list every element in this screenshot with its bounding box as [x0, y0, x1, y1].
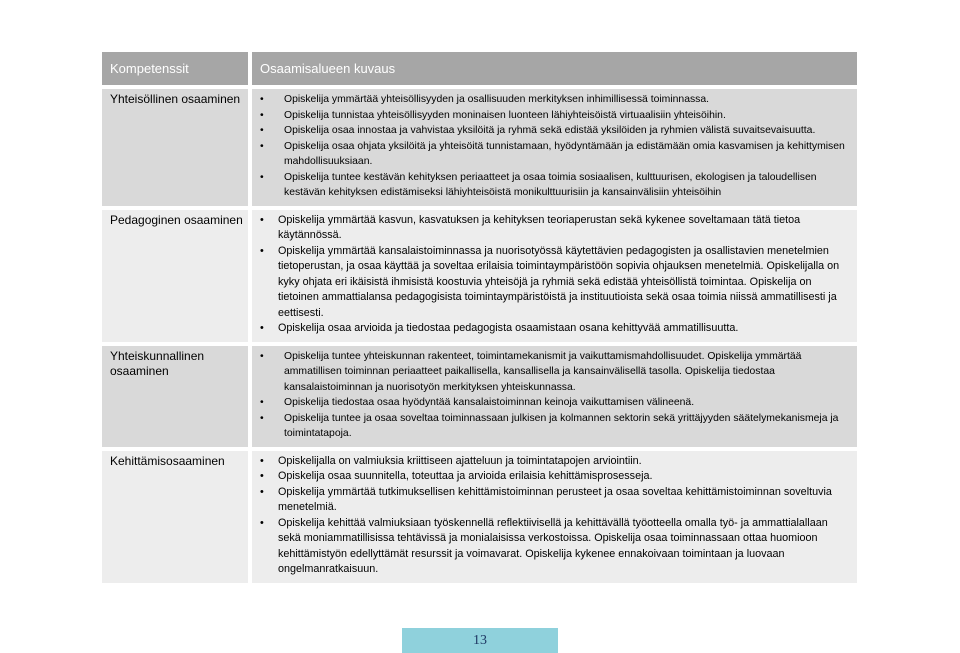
bullet-list	[258, 349, 849, 442]
competence-description	[252, 85, 857, 206]
list-item: • Opiskelija tunnistaa yhteisöllisyyden moninaisen luonteen lähiyhteisöistä virtuaalisiin yhteisöihin.	[258, 108, 849, 124]
competence-name: Yhteiskunnallinen osaaminen	[102, 342, 252, 447]
competence-name: Kehittämisosaaminen	[102, 447, 252, 583]
table-row	[102, 342, 857, 447]
list-item: • Opiskelija ymmärtää kasvun, kasvatuksen ja kehityksen teoriaperustan sekä kykenee soveltamaan tätä tietoa käytännössä.	[258, 213, 849, 244]
competence-name: Pedagoginen osaaminen	[102, 206, 252, 342]
competence-name: Yhteisöllinen osaaminen	[102, 85, 252, 206]
list-item: • Opiskelija osaa arvioida ja tiedostaa pedagogista osaamistaan osana kehittyvää ammatillisuutta.	[258, 321, 849, 337]
list-item: • Opiskelija tiedostaa osaa hyödyntää kansalaistoiminnan keinoja vaikuttamisen välineenä.	[258, 395, 849, 411]
table-row	[102, 206, 857, 342]
list-item: • Opiskelijalla on valmiuksia kriittiseen ajatteluun ja toimintatapojen arviointiin.	[258, 454, 849, 470]
list-item: • Opiskelija ymmärtää tutkimuksellisen kehittämistoiminnan perusteet ja osaa soveltaa kehittämistoiminnan soveltuvia menetelmiä.	[258, 485, 849, 516]
table-row	[102, 447, 857, 583]
list-item: • Opiskelija osaa innostaa ja vahvistaa yksilöitä ja ryhmä sekä edistää yksilöiden ja ryhmien välistä suvaitsevaisuutta.	[258, 123, 849, 139]
list-item: • Opiskelija osaa suunnitella, toteuttaa ja arvioida erilaisia kehittämisprosesseja.	[258, 469, 849, 485]
competence-description	[252, 447, 857, 583]
competence-table	[102, 52, 857, 583]
list-item: • Opiskelija osaa ohjata yksilöitä ja yhteisöitä tunnistamaan, hyödyntämään ja edistämään omia kasvamisen ja kehittymisen mahdollisuuksiaan.	[258, 139, 849, 170]
page-number-tab	[402, 628, 558, 653]
list-item: • Opiskelija tuntee yhteiskunnan rakenteet, toimintamekanismit ja vaikuttamismahdollisuudet. Opiskelija ymmärtää ammatillisen toiminnan periaatteet paikallisella, kansallisella ja kansainvälisellä tasolla. Opiskelija tiedostaa kansalaistoiminnan ja nuorisotyön merkityksen yhteiskunnassa.	[258, 349, 849, 396]
bullet-list	[258, 213, 849, 337]
bullet-list	[258, 92, 849, 201]
list-item: • Opiskelija kehittää valmiuksiaan työskennellä reflektiivisellä ja kehittävällä työotteella omalla työ- ja ammattialallaan sekä moniammatillisissa tehtävissä ja monialaisissa verkostoissa. Opiskelija osaa toiminnassaan ottaa huomioon kehittämistyön edellyttämät resurssit ja voimavarat. Opiskelija kykenee ennakoivaan toimintaan ja luovaan ongelmanratkaisuun.	[258, 516, 849, 578]
table-row	[102, 85, 857, 206]
competence-description	[252, 342, 857, 447]
page-number: 13	[473, 632, 487, 648]
competence-description	[252, 206, 857, 342]
list-item: • Opiskelija ymmärtää kansalaistoiminnassa ja nuorisotyössä käytettävien pedagogisten ja osallistavien menetelmien tietoperustan, ja osaa käyttää ja soveltaa erilaisia toimintaympäristöön sopivia ohjauksen menetelmiä. Opiskelijalla on kyky ohjata eri ikäisistä ihmisistä koostuvia yhteisöjä ja ryhmiä sekä edistää yhteisöllistä toimintaa. Opiskelija on tietoinen ammattialansa pedagogisista toimintaympäristöistä ja instituutioista sekä osaa toimia niissä ammatillisesti ja eettisesti.	[258, 244, 849, 322]
header-description: Osaamisalueen kuvaus	[252, 52, 857, 85]
table-header-row	[102, 52, 857, 85]
list-item: • Opiskelija tuntee kestävän kehityksen periaatteet ja osaa toimia sosiaalisen, kulttuurisen, ekologisen ja taloudellisen kestävän kehityksen edistämiseksi lähiyhteisöistä monikulttuurisiin ja kansainvälisiin yhteisöihin	[258, 170, 849, 201]
list-item: • Opiskelija tuntee ja osaa soveltaa toiminnassaan julkisen ja kolmannen sektorin sekä yrittäjyyden säätelymekanismeja ja toimintatapoja.	[258, 411, 849, 442]
list-item: • Opiskelija ymmärtää yhteisöllisyyden ja osallisuuden merkityksen inhimillisessä toiminnassa.	[258, 92, 849, 108]
header-competences: Kompetenssit	[102, 52, 252, 85]
bullet-list	[258, 454, 849, 578]
